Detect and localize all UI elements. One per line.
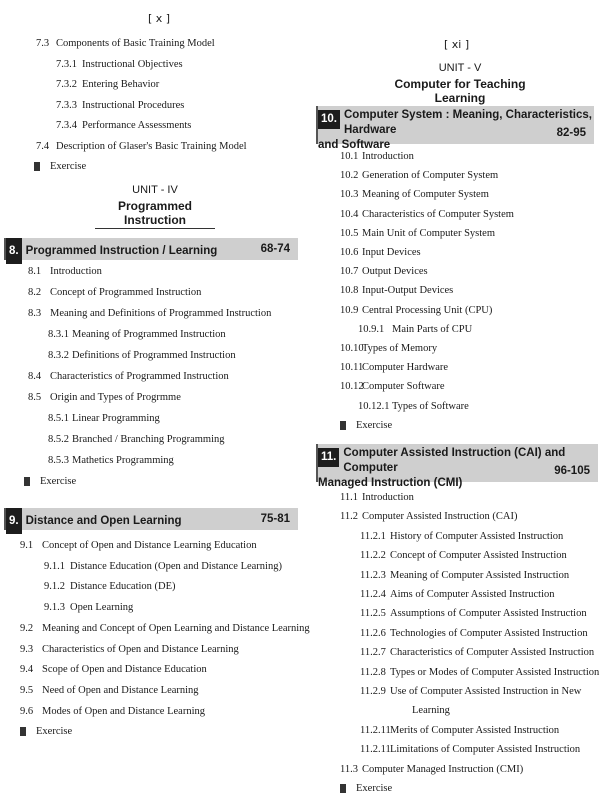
toc-entry [56, 59, 183, 70]
toc-entry [360, 647, 594, 658]
toc-entry-text: Need of Open and Distance Learning [42, 684, 199, 696]
toc-entry [340, 492, 414, 503]
toc-entry [360, 550, 567, 561]
chapter-number: 11. [318, 448, 339, 467]
toc-entry-text: Exercise [356, 419, 393, 431]
toc-entry-text: Characteristics of Open and Distance Learning [42, 643, 239, 655]
toc-entry-text: Meaning of Computer Assisted Instruction [390, 569, 570, 581]
toc-entry [48, 434, 225, 445]
exercise-icon [34, 162, 40, 171]
toc-entry-number: 7.3.3 [56, 99, 77, 111]
toc-entry-text: Exercise [36, 726, 73, 738]
toc-entry-text: Instructional Objectives [82, 58, 183, 70]
toc-entry-number: 8.5.3 [48, 455, 69, 466]
toc-entry [340, 285, 453, 296]
toc-entry-number: 8.3.2 [48, 350, 69, 361]
toc-entry-text: Aims of Computer Assisted Instruction [390, 589, 555, 600]
toc-entry-text: Characteristics of Computer Assisted Instruction [390, 647, 595, 659]
toc-entry [36, 141, 247, 152]
toc-entry-number: 8.5.1 [48, 413, 69, 424]
toc-entry-text: Technologies of Computer Assisted Instruction [390, 627, 588, 639]
toc-entry-number: 10.1 [340, 151, 359, 162]
toc-entry-number: 10.12 [340, 381, 364, 393]
toc-entry-number: 9.3 [20, 643, 34, 655]
toc-entry-number: 9.2 [20, 622, 34, 634]
unit-label: UNIT - IV [132, 184, 178, 196]
toc-entry [28, 392, 181, 403]
toc-entry [28, 371, 229, 382]
toc-entry-text: Merits of Computer Assisted Instruction [390, 724, 560, 736]
chapter-title: Distance and Open Learning [25, 515, 182, 527]
toc-entry-number: 10.4 [340, 208, 359, 220]
toc-entry [340, 381, 445, 392]
toc-entry-number: 9.1.3 [44, 602, 65, 614]
toc-entry-text: Mathetics Programming [72, 455, 174, 466]
toc-entry-number: 9.4 [20, 664, 34, 676]
toc-entry-text: Output Devices [362, 266, 428, 278]
chapter-heading-11 [316, 444, 598, 489]
toc-entry [56, 79, 159, 90]
toc-entry [340, 266, 428, 277]
toc-entry-number: 10.6 [340, 247, 359, 258]
toc-entry [44, 602, 133, 613]
exercise-entry [20, 726, 72, 737]
toc-entry-number: 9.1.2 [44, 581, 65, 593]
toc-entry-text: Computer Managed Instruction (CMI) [362, 763, 524, 775]
toc-entry-text: Branched / Branching Programming [72, 434, 225, 445]
toc-entry-text: Description of Glaser's Basic Training Model [56, 140, 247, 152]
toc-entry-number: 11.2.9 [360, 686, 386, 697]
toc-entry [28, 287, 201, 298]
toc-entry-number: 11.2 [340, 511, 358, 523]
toc-entry-number: 10.3 [340, 189, 359, 201]
unit-heading [95, 184, 215, 229]
toc-entry-number: 7.3 [36, 38, 50, 49]
toc-entry-number: 9.5 [20, 684, 34, 696]
toc-entry-text: Types of Software [392, 400, 469, 412]
toc-entry-text: Learning [412, 705, 450, 717]
toc-entry-number: 11.2.2 [360, 550, 386, 562]
chapter-number: 10. [318, 110, 340, 129]
toc-entry-number: 9.1 [20, 540, 34, 551]
toc-entry [20, 540, 257, 551]
toc-entry [20, 623, 310, 634]
toc-entry-number: 10.9 [340, 304, 359, 316]
toc-entry [48, 350, 236, 361]
toc-entry [390, 705, 450, 716]
toc-entry [360, 608, 587, 619]
toc-entry-text: Limitations of Computer Assisted Instruction [390, 744, 581, 756]
toc-entry-text: Exercise [356, 783, 393, 794]
chapter-heading-8 [4, 238, 298, 260]
toc-entry-number: 11.2.3 [360, 569, 386, 581]
toc-entry-number: 8.2 [28, 287, 42, 298]
toc-entry-number: 10.7 [340, 266, 359, 278]
toc-entry-text: Types of Memory [362, 343, 438, 354]
toc-entry-text: Introduction [362, 492, 414, 503]
exercise-entry [340, 783, 392, 794]
toc-entry-text: Computer Assisted Instruction (CAI) [362, 511, 518, 523]
chapter-title-line2: Managed Instruction (CMI) [318, 477, 463, 489]
toc-entry-text: Scope of Open and Distance Education [42, 664, 207, 676]
toc-entry-number: 10.11 [340, 362, 364, 374]
toc-entry-text: Generation of Computer System [362, 170, 499, 182]
toc-entry-number: 11.1 [340, 492, 358, 503]
toc-entry-number: 8.4 [28, 371, 42, 382]
toc-entry-text: Concept of Open and Distance Learning Education [42, 540, 257, 551]
chapter-number: 8. [6, 238, 22, 264]
toc-entry-text: Linear Programming [72, 413, 160, 424]
toc-entry-number: 10.9.1 [358, 323, 385, 335]
chapter-heading-9 [4, 508, 298, 530]
chapter-pages: 96-105 [554, 465, 590, 477]
toc-entry-number: 7.3.1 [56, 58, 77, 70]
toc-entry [340, 247, 421, 258]
toc-entry-number: 11.2.11 [360, 744, 391, 756]
toc-entry [340, 343, 437, 354]
unit-title: Programmed Instruction [95, 199, 215, 229]
toc-entry [340, 764, 523, 775]
toc-entry-number: 8.5 [28, 392, 42, 403]
toc-entry-text: Distance Education (Open and Distance Learning) [70, 560, 282, 572]
toc-entry [360, 744, 580, 755]
toc-entry-number: 8.1 [28, 266, 42, 277]
chapter-heading-10 [316, 106, 594, 151]
exercise-entry [24, 476, 76, 487]
toc-entry [340, 362, 448, 373]
toc-entry-text: Concept of Programmed Instruction [50, 287, 202, 298]
toc-entry [36, 38, 215, 49]
exercise-entry [34, 161, 86, 172]
toc-entry [360, 570, 569, 581]
toc-entry [340, 170, 498, 181]
toc-entry-text: Use of Computer Assisted Instruction in New [390, 686, 582, 697]
toc-entry-number: 11.2.5 [360, 608, 386, 620]
toc-entry-text: Central Processing Unit (CPU) [362, 304, 493, 316]
toc-entry [340, 228, 495, 239]
toc-entry-text: Computer Hardware [362, 362, 449, 374]
toc-entry-text: Performance Assessments [82, 120, 192, 131]
toc-entry-text: Characteristics of Programmed Instruction [50, 371, 229, 382]
toc-entry [358, 324, 472, 335]
toc-entry-number: 7.3.2 [56, 79, 77, 90]
toc-entry-number: 11.2.7 [360, 647, 386, 659]
toc-entry-text: Meaning of Computer System [362, 189, 489, 201]
toc-entry-number: 9.1.1 [44, 560, 65, 572]
toc-entry-number: 8.3 [28, 308, 42, 319]
chapter-title-line2: and Software [318, 139, 391, 151]
toc-entry-number: 9.6 [20, 705, 34, 717]
toc-entry-text: Main Unit of Computer System [362, 227, 495, 239]
toc-entry [48, 329, 226, 340]
toc-entry [340, 305, 492, 316]
toc-entry-number: 10.12.1 [358, 400, 390, 412]
toc-entry-text: Meaning of Programmed Instruction [72, 329, 226, 340]
toc-entry-text: Definitions of Programmed Instruction [72, 350, 236, 361]
toc-entry [56, 120, 191, 131]
toc-entry-number: 10.5 [340, 227, 359, 239]
toc-entry [20, 664, 207, 675]
toc-entry-text: Concept of Computer Assisted Instruction [390, 550, 567, 562]
toc-entry-text: Instructional Procedures [82, 99, 185, 111]
toc-entry-number: 10.10 [340, 343, 364, 354]
toc-entry-text: Exercise [50, 161, 87, 172]
toc-entry-text: Exercise [40, 476, 77, 487]
toc-entry-text: Main Parts of CPU [392, 323, 473, 335]
unit-label: UNIT - V [438, 62, 482, 74]
toc-entry-number: 11.2.4 [360, 589, 386, 600]
toc-entry-text: Characteristics of Computer System [362, 208, 514, 220]
toc-entry [20, 644, 239, 655]
toc-entry-text: Introduction [362, 151, 414, 162]
toc-entry-text: Types or Modes of Computer Assisted Instruction [390, 666, 600, 678]
unit-title: Computer for Teaching Learning [380, 77, 540, 107]
toc-entry [20, 685, 199, 696]
toc-entry-number: 10.8 [340, 285, 359, 297]
toc-entry [340, 511, 517, 522]
toc-entry [340, 151, 414, 162]
toc-entry [360, 589, 555, 600]
toc-entry [56, 100, 184, 111]
chapter-title: Programmed Instruction / Learning [25, 245, 218, 257]
toc-entry-text: Introduction [50, 266, 102, 277]
toc-entry-number: 7.4 [36, 140, 50, 152]
toc-entry [48, 455, 174, 466]
toc-entry-text: Assumptions of Computer Assisted Instruction [390, 608, 587, 620]
toc-entry-text: Modes of Open and Distance Learning [42, 705, 205, 717]
toc-entry-text: Computer Software [362, 381, 445, 393]
toc-entry [360, 531, 563, 542]
toc-entry-text: Components of Basic Training Model [56, 38, 215, 49]
toc-entry-number: 11.2.6 [360, 627, 386, 639]
toc-entry-text: Entering Behavior [82, 79, 160, 90]
toc-entry-number: 11.2.11 [360, 724, 391, 736]
toc-entry-text: Open Learning [70, 602, 134, 614]
toc-entry-number: 8.3.1 [48, 329, 69, 340]
toc-entry [360, 686, 581, 697]
exercise-icon [340, 784, 346, 793]
chapter-title-line1: Computer Assisted Instruction (CAI) and Computer [343, 447, 566, 474]
toc-entry-text: History of Computer Assisted Instruction [390, 530, 564, 542]
exercise-icon [340, 421, 346, 430]
toc-entry [340, 209, 514, 220]
toc-entry-text: Meaning and Definitions of Programmed Instruction [50, 308, 272, 319]
toc-entry-number: 8.5.2 [48, 434, 69, 445]
chapter-pages: 82-95 [556, 127, 586, 139]
toc-entry-text: Meaning and Concept of Open Learning and Distance Learning [42, 622, 310, 634]
toc-entry [44, 581, 176, 592]
chapter-pages: 75-81 [260, 513, 290, 525]
toc-entry-number: 11.3 [340, 763, 358, 775]
toc-entry [20, 706, 205, 717]
exercise-icon [20, 727, 26, 736]
exercise-icon [24, 477, 30, 486]
toc-entry [360, 725, 559, 736]
toc-entry [28, 308, 271, 319]
right-page [300, 0, 600, 800]
toc-entry [360, 667, 599, 678]
toc-entry [44, 561, 282, 572]
chapter-title-line1: Computer System : Meaning, Characteristics, Hardware [344, 109, 592, 136]
toc-entry [340, 189, 489, 200]
unit-heading [380, 62, 540, 107]
chapter-number: 9. [6, 508, 22, 534]
toc-entry-text: Distance Education (DE) [70, 581, 176, 593]
toc-entry-number: 7.3.4 [56, 120, 77, 131]
toc-entry [28, 266, 102, 277]
toc-entry-text: Input-Output Devices [362, 285, 454, 297]
page-number: [ xi ] [444, 38, 470, 51]
page-number: [ x ] [148, 12, 171, 25]
toc-entry-text: Input Devices [362, 247, 421, 258]
toc-entry [360, 628, 588, 639]
toc-entry-number: 11.2.1 [360, 530, 386, 542]
toc-entry [358, 401, 469, 412]
toc-entry-text: Origin and Types of Progrmme [50, 392, 181, 403]
exercise-entry [340, 420, 392, 431]
chapter-pages: 68-74 [260, 243, 290, 255]
toc-entry-number: 11.2.8 [360, 666, 386, 678]
toc-entry-number: 10.2 [340, 170, 359, 182]
toc-entry [48, 413, 160, 424]
